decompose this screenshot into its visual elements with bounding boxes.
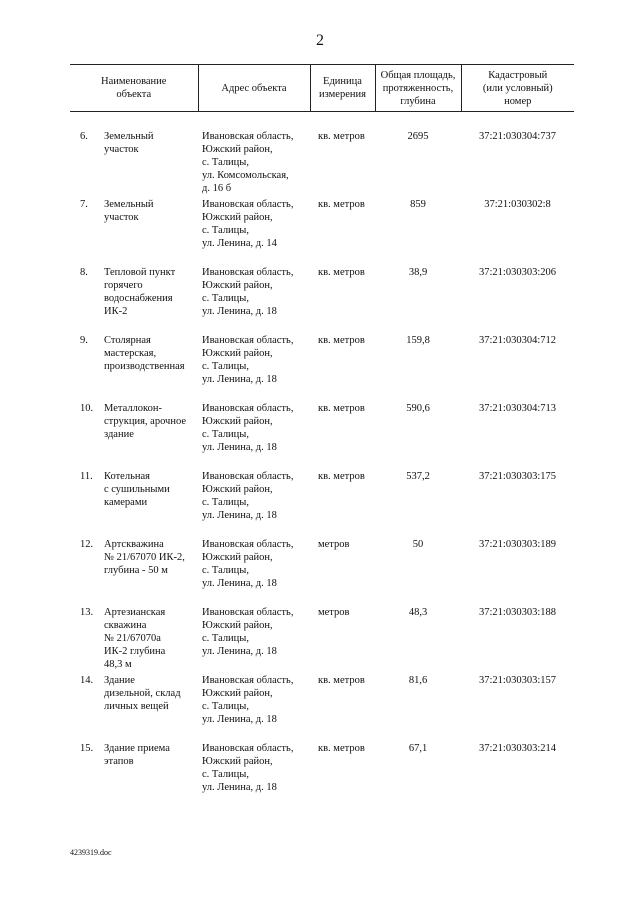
object-name-cell <box>70 112 198 199</box>
object-area: 159,8 <box>406 335 430 346</box>
object-name: Столярная мастерская, производственная <box>104 335 185 372</box>
row-number: 8. <box>80 267 88 278</box>
document-filename: 4239319.doc <box>70 848 112 857</box>
measurement-unit: кв. метров <box>318 267 365 278</box>
cadastral-number: 37:21:030304:713 <box>478 403 556 414</box>
header-address: Адрес объекта <box>198 65 310 112</box>
cadastral-number: 37:21:030303:175 <box>478 471 556 482</box>
object-name: Земельный участок <box>104 131 154 155</box>
object-name: Здание дизельной, склад личных вещей <box>104 675 181 712</box>
header-cadastral: Кадастровый (или условный) номер <box>461 65 574 112</box>
object-address: Ивановская область, Южский район, с. Талицы, ул. Ленина, д. 18 <box>202 403 294 453</box>
cadastral-number: 37:21:030303:188 <box>478 607 556 618</box>
object-name-cell <box>70 402 198 470</box>
table-row <box>70 470 574 538</box>
row-number: 12. <box>80 539 94 550</box>
measurement-unit: метров <box>318 539 350 550</box>
cadastral-number: 37:21:030304:712 <box>478 335 556 346</box>
row-number: 9. <box>80 335 88 346</box>
object-area: 859 <box>410 199 426 210</box>
object-name: Тепловой пункт горячего водоснабжения ИК-2 <box>104 267 176 317</box>
measurement-unit: кв. метров <box>318 675 365 686</box>
object-area: 38,9 <box>408 267 428 278</box>
object-name-cell <box>70 198 198 266</box>
object-address: Ивановская область, Южский район, с. Талицы, ул. Ленина, д. 18 <box>202 267 294 317</box>
object-address: Ивановская область, Южский район, с. Талицы, ул. Ленина, д. 14 <box>202 199 294 249</box>
measurement-unit: кв. метров <box>318 743 365 754</box>
measurement-unit: метров <box>318 607 350 618</box>
table-row <box>70 742 574 810</box>
object-address: Ивановская область, Южский район, с. Талицы, ул. Ленина, д. 18 <box>202 743 294 793</box>
table-row <box>70 538 574 606</box>
object-area: 48,3 <box>408 607 428 618</box>
row-number: 7. <box>80 199 88 210</box>
object-name: Земельный участок <box>104 199 154 223</box>
object-area: 81,6 <box>408 675 428 686</box>
object-name-cell <box>70 538 198 606</box>
table-row <box>70 112 574 199</box>
object-name: Котельная с сушильными камерами <box>104 471 170 508</box>
table-header <box>70 65 574 112</box>
object-address: Ивановская область, Южский район, с. Талицы, ул. Ленина, д. 18 <box>202 607 294 657</box>
row-number: 13. <box>80 607 94 618</box>
object-name-cell <box>70 334 198 402</box>
object-name: Здание приема этапов <box>104 743 170 767</box>
header-area: Общая площадь, протяженность, глубина <box>375 65 461 112</box>
object-area: 2695 <box>407 131 429 142</box>
measurement-unit: кв. метров <box>318 335 365 346</box>
object-name-cell <box>70 606 198 674</box>
object-area: 590,6 <box>406 403 430 414</box>
object-name-cell <box>70 674 198 742</box>
measurement-unit: кв. метров <box>318 131 365 142</box>
measurement-unit: кв. метров <box>318 471 365 482</box>
row-number: 11. <box>80 471 93 482</box>
table-row <box>70 198 574 266</box>
row-number: 15. <box>80 743 94 754</box>
object-area: 537,2 <box>406 471 430 482</box>
table-row <box>70 334 574 402</box>
table-body <box>70 112 574 811</box>
measurement-unit: кв. метров <box>318 403 365 414</box>
header-unit: Единица измерения <box>310 65 375 112</box>
header-name: Наименование объекта <box>70 65 198 112</box>
table-row <box>70 606 574 674</box>
table-row <box>70 402 574 470</box>
object-area: 67,1 <box>408 743 428 754</box>
object-address: Ивановская область, Южский район, с. Талицы, ул. Комсомольская, д. 16 б <box>202 131 294 194</box>
object-name-cell <box>70 266 198 334</box>
object-address: Ивановская область, Южский район, с. Талицы, ул. Ленина, д. 18 <box>202 335 294 385</box>
object-address: Ивановская область, Южский район, с. Талицы, ул. Ленина, д. 18 <box>202 539 294 589</box>
table-row <box>70 674 574 742</box>
cadastral-number: 37:21:030303:189 <box>478 539 556 550</box>
object-name: Металлокон- струкция, арочное здание <box>104 403 186 440</box>
cadastral-number: 37:21:030303:214 <box>478 743 556 754</box>
row-number: 10. <box>80 403 94 414</box>
cadastral-number: 37:21:030303:206 <box>478 267 556 278</box>
cadastral-number: 37:21:030304:737 <box>478 131 556 142</box>
table-row <box>70 266 574 334</box>
row-number: 6. <box>80 131 88 142</box>
object-name-cell <box>70 742 198 810</box>
object-name: Артезианская скважина № 21/67070а ИК-2 глубина 48,3 м <box>104 607 166 670</box>
page-number: 2 <box>316 32 324 49</box>
cadastral-number: 37:21:030303:157 <box>478 675 556 686</box>
cadastral-number: 37:21:030302:8 <box>484 199 551 210</box>
property-table <box>70 64 574 810</box>
object-address: Ивановская область, Южский район, с. Талицы, ул. Ленина, д. 18 <box>202 471 294 521</box>
object-name-cell <box>70 470 198 538</box>
object-area: 50 <box>412 539 424 550</box>
row-number: 14. <box>80 675 94 686</box>
object-name: Артскважина № 21/67070 ИК-2, глубина - 50 м <box>104 539 185 576</box>
measurement-unit: кв. метров <box>318 199 365 210</box>
object-address: Ивановская область, Южский район, с. Талицы, ул. Ленина, д. 18 <box>202 675 294 725</box>
